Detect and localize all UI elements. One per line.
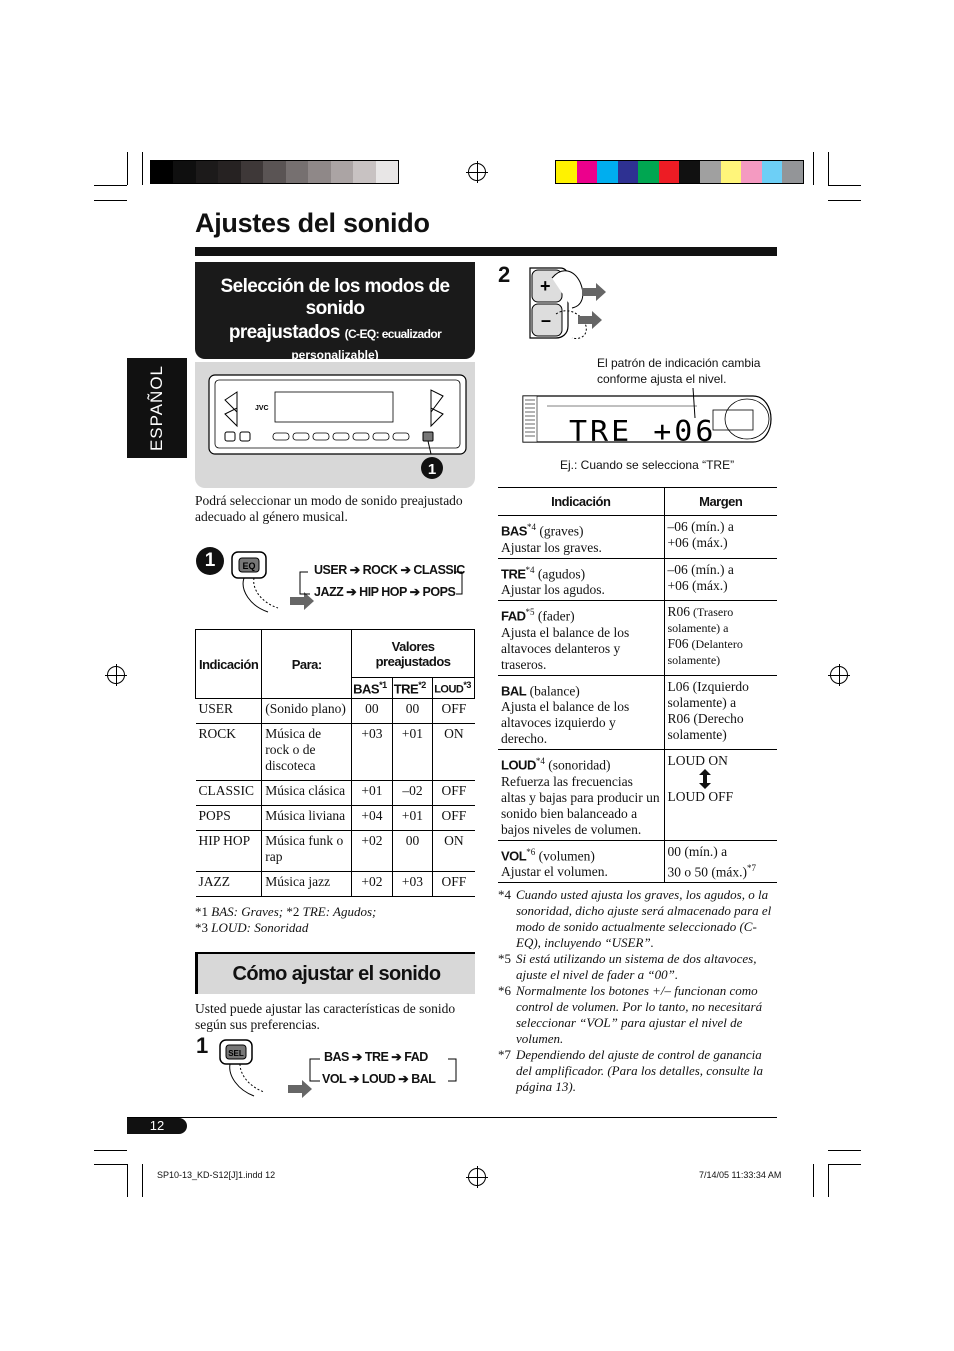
table-row [196,724,475,781]
cell-para: (Sonido plano) [262,699,352,724]
margen-cell: –06 (mín.) a +06 (máx.) [664,516,777,559]
cell-tre: +01 [392,806,432,831]
margen-cell: R06 (Trasero solamente) a F06 (Delantero solamente) [664,601,777,676]
cell-loud: ON [433,724,475,781]
page-number: 12 [127,1118,187,1134]
cell-tre: +03 [392,872,432,897]
callout-number: 1 [427,461,437,478]
language-label: ESPAÑOL [147,364,166,452]
color-swatch [679,161,700,183]
cell-para: Música liviana [262,806,352,831]
display-callout: El patrón de indicación cambia conforme ajusta el nivel. [597,356,761,386]
table-row [498,516,777,559]
color-swatch [196,161,218,183]
registration-mark-icon [468,1168,486,1186]
color-bar [555,160,804,184]
registration-mark-icon [830,666,848,684]
cell-tre: +01 [392,724,432,781]
footnote: *5 Si está utilizando un sistema de dos altavoces, ajuste el nivel de fader a “00”. [498,951,757,982]
table-row [196,872,475,897]
eq-flow-loop [296,566,466,602]
cell-ind: POPS [196,806,262,831]
section2-heading: Cómo ajustar el sonido [195,952,475,994]
sel-flow-row2: VOL ➔ LOUD ➔ BAL [322,1072,436,1086]
sel-flow-loop [306,1053,462,1089]
color-swatch [597,161,618,183]
cell-bas: +04 [352,806,393,831]
table-row [196,806,475,831]
eq-flow-row2: JAZZ ➔ HIP HOP ➔ POPS [314,585,456,599]
cell-loud: OFF [433,781,475,806]
table-row [498,558,777,601]
step-marker: 1 [196,547,224,575]
table-row [498,675,777,750]
footnote: *6 Normalmente los botones +/– funcionan como control de volumen. Por lo tanto, no necesitará seleccionar “VOL” para ajustar el nivel de volumen. [498,983,763,1046]
eq-button-label: EQ [242,561,256,571]
cell-loud: OFF [433,872,475,897]
sub-bas: BAS$^{*1}$ [352,678,393,699]
indicacion-cell: TRE$^{*4}$ (agudos) Ajustar los agudos. [498,558,664,601]
section1-heading [195,262,475,362]
slug-date: 7/14/05 11:33:34 AM [699,1170,782,1180]
color-swatch [331,161,353,183]
color-swatch [173,161,195,183]
cell-loud: ON [433,831,475,872]
col-margen: Margen [664,488,777,516]
cell-loud: OFF [433,806,475,831]
margen-cell: LOUD ON LOUD OFF [664,750,777,841]
color-swatch [308,161,330,183]
color-swatch [721,161,742,183]
margen-cell: –06 (mín.) a +06 (máx.) [664,558,777,601]
color-swatch [376,161,398,183]
cell-tre: 00 [392,699,432,724]
color-swatch [762,161,783,183]
section1-intro: Podrá seleccionar un modo de sonido preajustado adecuado al género musical. [195,493,463,524]
sub-tre: TRE$^{*2}$ [392,678,432,699]
step2-number: 2 [498,262,511,287]
table-row [498,601,777,676]
brand-logo: JVC [255,405,269,412]
cell-ind: USER [196,699,262,724]
section2-intro: Usted puede ajustar las características de sonido según sus preferencias. [195,1001,456,1032]
sel-flow-row1: BAS ➔ TRE ➔ FAD [324,1050,428,1064]
lcd-readout: TRE +06 [569,414,717,449]
color-swatch [263,161,285,183]
section1-heading-line1: Selección de los modos de sonido [220,276,450,319]
cell-tre: 00 [392,831,432,872]
cell-para: Música funk o rap [262,831,352,872]
range-table [498,487,777,883]
range-footnotes [498,887,778,1095]
registration-mark-icon [468,163,486,181]
indicacion-cell: VOL$^{*6}$ (volumen) Ajustar el volumen. [498,840,664,883]
head-unit-panel [195,362,475,488]
table-row [498,840,777,883]
col-indicacion: Indicación [196,630,262,699]
cell-ind: ROCK [196,724,262,781]
cell-bas: +01 [352,781,393,806]
section2-step-number: 1 [196,1033,209,1058]
title-rule [195,247,777,256]
col-valores: Valores preajustados [352,630,475,678]
cell-bas: 00 [352,699,393,724]
color-swatch [241,161,263,183]
color-swatch [741,161,762,183]
cell-ind: JAZZ [196,872,262,897]
registration-mark-icon [107,666,125,684]
footnote: *7 Dependiendo del ajuste de control de ganancia del amplificador. (Para los detalles, consulte la página 13). [498,1047,763,1094]
margen-cell: L06 (Izquierdo solamente) a R06 (Derecho solamente) [664,675,777,750]
preset-footnotes: *1 BAS: Graves; *2 TRE: Agudos; *3 LOUD: Sonoridad [195,904,377,935]
section1-heading-line2: preajustados (C-EQ: ecualizador [228,322,442,343]
color-swatch [618,161,639,183]
preset-table [195,629,475,897]
table-row [196,781,475,806]
col-indicacion: Indicación [498,488,664,516]
sub-loud: LOUD$^{*3}$ [433,678,475,699]
cell-para: Música de rock o de discoteca [262,724,352,781]
cell-bas: +02 [352,831,393,872]
col-para: Para: [262,630,352,699]
cell-loud: OFF [433,699,475,724]
indicacion-cell: LOUD$^{*4}$ (sonoridad) Refuerza las frecuencias altas y bajas para producir un sonido bien balanceado a bajos niveles de volumen. [498,750,664,841]
grayscale-bar [150,160,399,184]
page-title: Ajustes del sonido [195,208,430,238]
cell-ind: HIP HOP [196,831,262,872]
margen-cell: 00 (mín.) a 30 o 50 (máx.)$^{*7}$ [664,840,777,883]
color-swatch [556,161,577,183]
color-swatch [700,161,721,183]
eq-flow-row1: USER ➔ ROCK ➔ CLASSIC [314,563,465,577]
cell-tre: –02 [392,781,432,806]
sel-button-label: SEL [228,1049,244,1058]
car-stereo-illustration [195,362,475,488]
indicacion-cell: FAD$^{*5}$ (fader) Ajusta el balance de los altavoces delanteros y traseros. [498,601,664,676]
plus-icon: + [540,276,551,296]
color-swatch [782,161,803,183]
footnote: *4 Cuando usted ajusta los graves, los agudos, o la sonoridad, dicho ajuste será almacenado para el modo de sonido actualmente seleccionado (C-EQ), incluyendo “USER”. [498,887,772,950]
cell-bas: +03 [352,724,393,781]
table-row [498,750,777,841]
section1-heading-line3: personalizable) [291,348,379,362]
arrow-right-icon [576,309,606,331]
table-row [196,699,475,724]
cell-para: Música jazz [262,872,352,897]
cell-para: Música clásica [262,781,352,806]
indicacion-cell: BAS$^{*4}$ (graves) Ajustar los graves. [498,516,664,559]
color-swatch [659,161,680,183]
color-swatch [577,161,598,183]
color-swatch [218,161,240,183]
color-swatch [353,161,375,183]
up-down-arrow-icon [668,769,775,789]
table-row [196,831,475,872]
color-swatch [286,161,308,183]
color-swatch [151,161,173,183]
cell-ind: CLASSIC [196,781,262,806]
cell-bas: +02 [352,872,393,897]
lcd-display-illustration [517,388,773,450]
minus-icon: – [541,310,552,330]
arrow-right-icon [580,281,610,303]
slug-file: SP10-13_KD-S12[J]1.indd 12 [157,1170,276,1180]
plus-minus-button-illustration [516,262,616,344]
language-tab [127,358,187,458]
indicacion-cell: BAL (balance) Ajusta el balance de los altavoces izquierdo y derecho. [498,675,664,750]
display-caption: Ej.: Cuando se selecciona “TRE” [560,458,735,472]
color-swatch [638,161,659,183]
